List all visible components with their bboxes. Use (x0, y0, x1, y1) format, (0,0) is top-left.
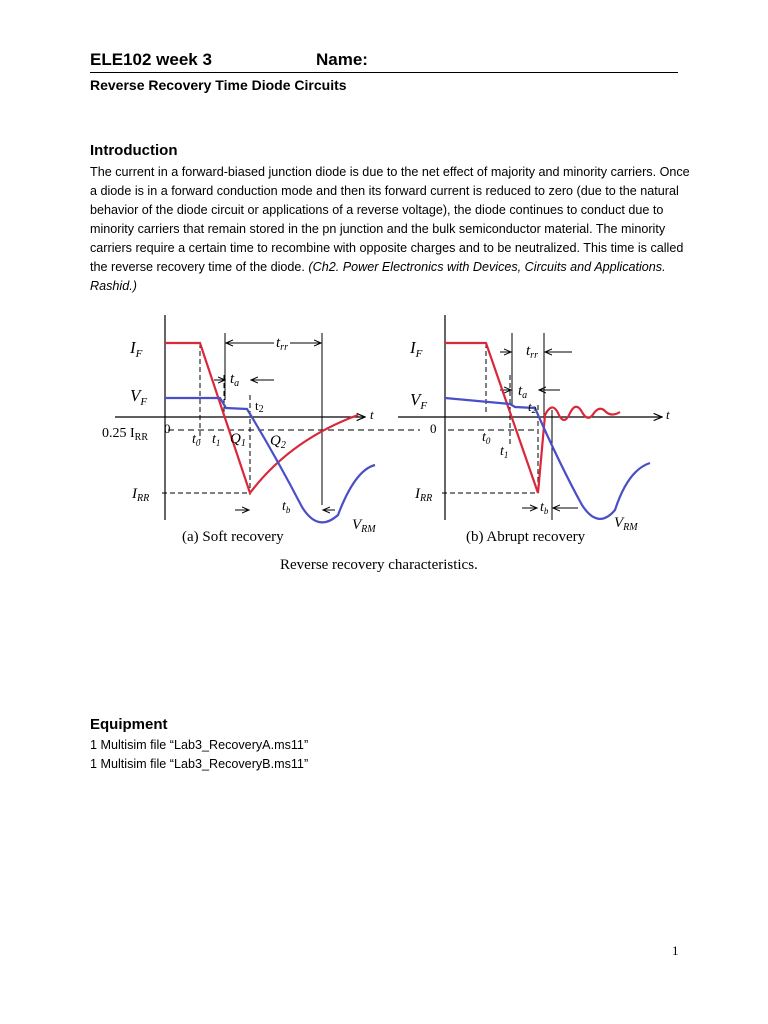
name-label: Name: (316, 50, 368, 69)
panel-b-title: (b) Abrupt recovery (466, 529, 586, 545)
panel-a-q2-label: $Q_2$ (270, 433, 286, 451)
panel-b-time-axis-label: t (666, 407, 670, 422)
equipment-item: 1 Multisim file “Lab3_RecoveryA.ms11” (90, 738, 309, 752)
panel-a-vrm-label: $V_{RM}$ (352, 517, 376, 535)
panel-b-t1-label: $t_1$ (500, 444, 509, 460)
equipment-heading: Equipment (90, 716, 168, 733)
panel-b-voltage-waveform (445, 398, 650, 519)
introduction-body: The current in a forward-biased junction diode is due to the net effect of majority and minority carriers. Once a diode is in a forward conduction mode and then its forward current is reduced to zero (due to the natural behavior of the diode circuit or applications of a reverse voltage), the diode continues to conduct due to minority carriers that remain stored in the pn junction and the bulk semiconductor material. The minority carriers require a certain time to recombine with opposite charges and to be neutralized. This time is called the reverse recovery time of the diode. (90, 165, 690, 274)
panel-b-abrupt-recovery (398, 315, 670, 545)
panel-a-025irr-label: 0.25 $I_{RR}$ (102, 426, 149, 443)
panel-b-vrm-label: $V_{RM}$ (614, 515, 638, 533)
panel-a-irr-label: $I_{RR}$ (132, 486, 150, 504)
panel-a-soft-recovery (102, 315, 420, 545)
panel-a-vf-label: $V_F$ (130, 386, 148, 408)
panel-b-t2-label: t2 (528, 399, 537, 415)
panel-b-tb-label: $t_b$ (540, 500, 549, 516)
equipment-item: 1 Multisim file “Lab3_RecoveryB.ms11” (90, 757, 309, 771)
panel-b-ta-label: $t_a$ (518, 383, 528, 401)
panel-a-t2-label: t2 (255, 398, 264, 415)
panel-a-tb-label: $t_b$ (282, 499, 291, 515)
panel-a-t0-label: $t_0$ (192, 432, 201, 448)
document-subtitle: Reverse Recovery Time Diode Circuits (90, 77, 347, 93)
panel-a-trr-label: $t_{rr}$ (276, 335, 288, 353)
introduction-paragraph (90, 163, 690, 296)
reverse-recovery-figure (90, 305, 680, 585)
panel-a-if-label: $I_F$ (130, 338, 143, 360)
panel-a-current-waveform (165, 343, 358, 493)
panel-a-title: (a) Soft recovery (182, 529, 284, 545)
citation: (Ch2. Power Electronics with Devices, Circuits and Applications. Rashid.) (90, 260, 666, 293)
panel-a-ta-label: $t_a$ (230, 371, 240, 389)
course-code: ELE102 week 3 (90, 50, 212, 69)
panel-a-time-axis-label: t (370, 407, 374, 422)
panel-b-zero-label: 0 (430, 421, 437, 436)
panel-b-irr-label: $I_{RR}$ (415, 486, 433, 504)
page-number: 1 (672, 943, 679, 958)
panel-b-t0-label: $t_0$ (482, 430, 491, 446)
panel-b-trr-label: $t_{rr}$ (526, 343, 538, 361)
introduction-heading: Introduction (90, 142, 178, 159)
header (90, 50, 678, 73)
panel-a-q1-label: $Q_1$ (230, 431, 246, 449)
panel-a-t1-label: $t_1$ (212, 432, 221, 448)
panel-b-current-waveform (445, 343, 620, 493)
panel-b-if-label: $I_F$ (410, 338, 423, 360)
panel-a-zero-label: 0 (164, 421, 171, 436)
panel-b-vf-label: $V_F$ (410, 390, 428, 412)
figure-caption: Reverse recovery characteristics. (280, 557, 478, 573)
